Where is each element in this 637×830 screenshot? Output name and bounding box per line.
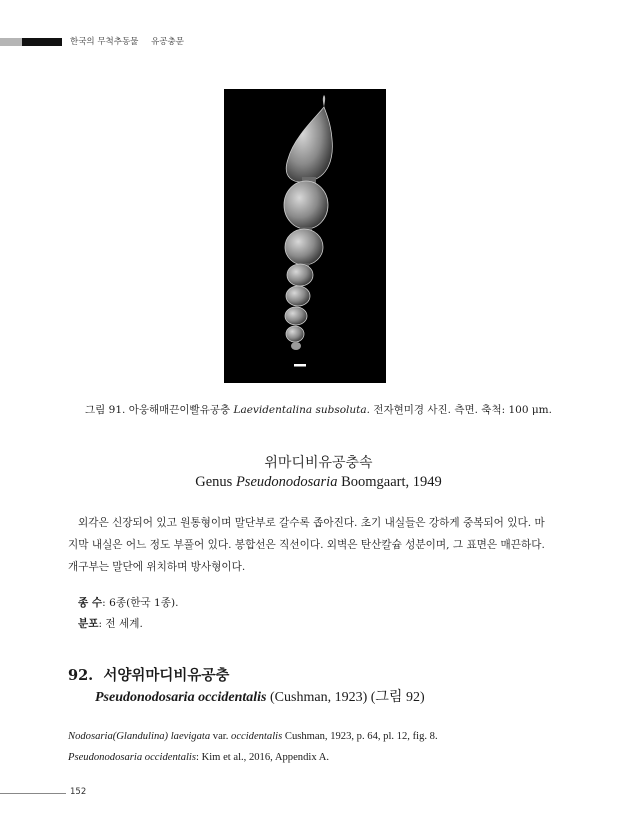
reference-variety: occidentalis [231, 731, 283, 742]
species-heading [68, 664, 229, 685]
sem-photograph [224, 89, 386, 383]
reference-name: Pseudonodosaria occidentalis [68, 752, 196, 763]
distribution-row [78, 614, 179, 635]
description-line: 개구부는 말단에 위치하며 방사형이다. [68, 561, 246, 573]
header-gray-bar [0, 38, 22, 46]
genus-author: Boomgaart, 1949 [337, 474, 442, 490]
reference-genus: Nodosaria [68, 731, 113, 742]
caption-prefix: 그림 91. 아웅해매끈이빨유공충 [85, 404, 234, 416]
footer-rule [0, 793, 66, 794]
species-latin-line [95, 686, 425, 706]
running-header [70, 35, 184, 47]
distribution-value: : 전 세계. [98, 618, 143, 630]
genus-korean-heading: 위마디비유공충속 [264, 455, 373, 471]
reference-entry [68, 747, 438, 768]
species-count-row [78, 593, 179, 614]
page-number: 152 [70, 787, 87, 797]
description-line: 지막 내실은 어느 정도 부풀어 있다. 봉합선은 직선이다. 외벽은 탄산칼슘 성분이며, 그 표면은 매끈하다. [68, 539, 545, 551]
species-latin-name: Pseudonodosaria occidentalis [95, 690, 267, 705]
species-korean-name: 서양위마디비유공충 [103, 667, 230, 684]
figure-caption [0, 402, 637, 417]
reference-entry [68, 726, 438, 747]
distribution-label: 분포 [78, 618, 99, 630]
foraminifera-specimen-image [224, 89, 386, 383]
genus-meta [78, 593, 179, 635]
series-title: 한국의 무척추동물 [70, 37, 139, 47]
caption-suffix: . 전자현미경 사진. 측면. 축척: 100 μm. [366, 404, 552, 416]
caption-species-name: Laevidentalina subsoluta [233, 404, 367, 416]
species-count-value: : 6종(한국 1종). [102, 597, 179, 609]
genus-label: Genus [195, 474, 236, 490]
genus-latin-heading [0, 474, 637, 491]
species-author: (Cushman, 1923) (그림 92) [266, 690, 425, 705]
reference-subgenus: (Glandulina) laevigata [112, 731, 211, 742]
description-line: 외각은 신장되어 있고 원통형이며 말단부로 갈수록 좁아진다. 초기 내실들은 강하게 중복되어 있다. 마 [78, 517, 545, 529]
species-count-label: 종 수 [78, 597, 103, 609]
reference-citation: Cushman, 1923, p. 64, pl. 12, fig. 8. [282, 731, 438, 742]
reference-citation: : Kim et al., 2016, Appendix A. [196, 752, 330, 763]
synonymy-list [68, 726, 438, 768]
volume-title: 유공충문 [151, 37, 184, 47]
genus-description [68, 512, 568, 578]
genus-latin-name: Pseudonodosaria [235, 474, 338, 490]
header-black-bar [22, 38, 62, 46]
species-number: 92. [68, 667, 94, 684]
scale-bar [294, 364, 306, 367]
reference-text: var. [210, 731, 232, 742]
